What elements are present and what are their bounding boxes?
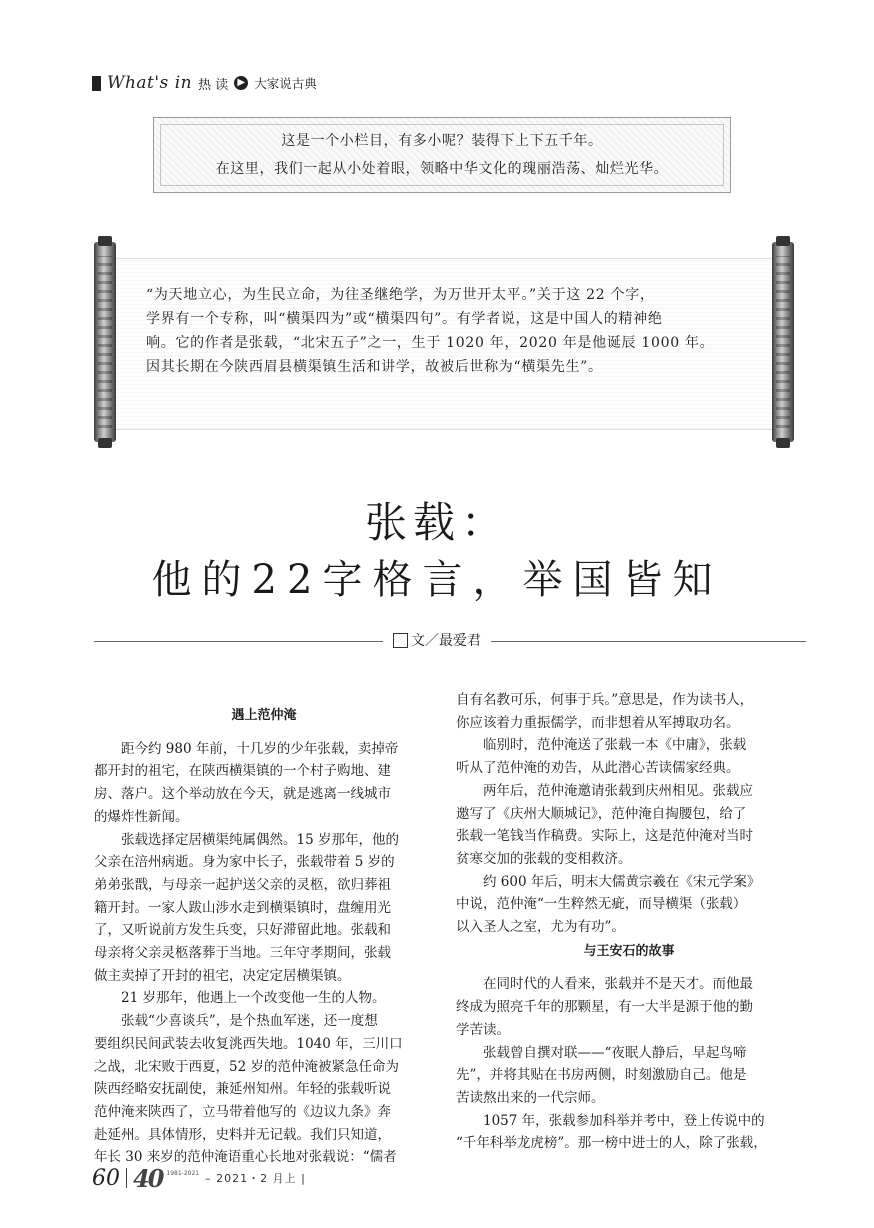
issue-date: – 2021・2 月上 | <box>205 1172 306 1185</box>
page-footer <box>92 1163 306 1193</box>
body-text-line: 听从了范仲淹的劝告，从此潜心苦读儒家经典。 <box>456 760 740 777</box>
body-text-line: 学苦读。 <box>456 1021 510 1038</box>
body-text-line: 范仲淹来陕西了，立马带着他写的《边议九条》奔 <box>94 1103 391 1120</box>
body-text-line: 贫寒交加的张载的变相救济。 <box>456 850 632 867</box>
body-text-line: 临别时，范仲淹送了张载一本《中庸》，张载 <box>456 737 747 754</box>
body-text-line: 做主卖掉了开封的祖宅，决定定居横渠镇。 <box>94 967 351 984</box>
body-text-line: 在同时代的人看来，张载并不是天才。而他最 <box>456 976 753 993</box>
intro-line-2: 在这里，我们一起从小处着眼，领略中华文化的瑰丽浩荡、灿烂光华。 <box>215 161 669 177</box>
body-text-line: 张载“少喜谈兵”，是个热血军迷，还一度想 <box>94 1013 378 1030</box>
body-text-line: 父亲在涪州病逝。身为家中长子，张载带着 5 岁的 <box>94 854 395 871</box>
anniversary-logo: 40 <box>133 1163 163 1193</box>
header-square-icon <box>92 76 101 91</box>
scroll-roller-right <box>772 242 794 442</box>
body-text-line: “千年科举龙虎榜”。那一榜中进士的人，除了张载， <box>456 1135 767 1152</box>
article-title-line-2: 他的22字格言，举国皆知 <box>151 557 723 603</box>
body-text-line: 的爆炸性新闻。 <box>94 808 189 825</box>
scroll-knob-right-top <box>776 236 790 246</box>
scroll-roller-left <box>94 242 116 442</box>
header-section: 热 读 <box>198 77 229 93</box>
footer-divider <box>126 1168 127 1188</box>
body-text-line: 了，又听说前方发生兵变，只好滞留此地。张载和 <box>94 922 391 939</box>
scroll-knob-right-bottom <box>776 438 790 448</box>
body-text-line: 约 600 年后，明末大儒黄宗羲在《宋元学案》 <box>456 873 761 890</box>
body-text-line: 你应该着力重振儒学，而非想着从军搏取功名。 <box>456 714 740 731</box>
arrow-right-icon: ▶ <box>234 76 248 90</box>
body-text-line: 苦读熬出来的一代宗师。 <box>456 1089 605 1106</box>
section-heading: 与王安石的故事 <box>583 943 675 959</box>
section-heading: 遇上范仲淹 <box>231 708 297 723</box>
body-text-line: 自有名教可乐，何事于兵。”意思是，作为读书人， <box>456 692 754 708</box>
scroll-line: “为天地立心，为生民立命，为往圣继绝学，为万世开太平。”关于这 22 个字， <box>146 287 655 303</box>
byline-author: 文／最爱君 <box>411 633 481 649</box>
body-text-line: 张载选择定居横渠纯属偶然。15 岁那年，他的 <box>94 831 399 848</box>
body-text-line: 1057 年，张载参加科举并考中，登上传说中的 <box>456 1112 765 1129</box>
body-text-line: 陕西经略安抚副使，兼延州知州。年轻的张载听说 <box>94 1081 391 1098</box>
intro-line-1: 这是一个小栏目，有多小呢？装得下上下五千年。 <box>281 133 603 149</box>
body-text-line: 张载一笔钱当作稿费。实际上，这是范仲淹对当时 <box>456 828 753 845</box>
header-brand: What's in <box>107 73 193 93</box>
body-text-line: 赴延州。具体情形，史料并无记载。我们只知道， <box>94 1126 391 1143</box>
running-header <box>92 72 317 94</box>
left-column <box>94 703 434 1169</box>
body-text-line: 年长 30 来岁的范仲淹语重心长地对张载说：“儒者 <box>94 1149 397 1166</box>
body-text-line: 之战，北宋败于西夏，52 岁的范仲淹被紧急任命为 <box>94 1058 399 1075</box>
right-column <box>456 689 802 1155</box>
body-text-line: 中说，范仲淹“一生粹然无疵，而导横渠（张载） <box>456 896 747 913</box>
body-text-line: 以入圣人之室，尤为有功”。 <box>456 919 625 936</box>
scroll-knob-left-top <box>98 236 112 246</box>
body-text-line: 距今约 980 年前，十几岁的少年张载，卖掉帝 <box>94 740 399 757</box>
body-text-line: 要组织民间武装去收复洮西失地。1040 年，三川口 <box>94 1035 403 1052</box>
article-title-line-1: 张载： <box>364 498 509 547</box>
byline <box>0 630 874 650</box>
column-intro-box <box>153 117 731 193</box>
body-text-line: 籍开封。一家人跋山涉水走到横渠镇时，盘缠用光 <box>94 899 391 916</box>
body-text-line: 终成为照亮千年的那颗星，有一大半是源于他的勤 <box>456 999 753 1016</box>
header-subsection: 大家说古典 <box>254 76 317 91</box>
byline-square-icon <box>393 633 408 648</box>
body-text-line: 弟弟张戬，与母亲一起护送父亲的灵柩，欲归葬祖 <box>94 876 391 893</box>
scroll-line: 学界有一个专称，叫“横渠四为”或“横渠四句”。有学者说，这是中国人的精神绝 <box>146 311 663 327</box>
scroll-line: 因其长期在今陕西眉县横渠镇生活和讲学，故被后世称为“横渠先生”。 <box>146 359 603 375</box>
scroll-intro-text <box>146 283 752 379</box>
body-text-line: 张载曾自撰对联——“夜眠人静后，早起鸟啼 <box>456 1044 747 1061</box>
scroll-line: 响。它的作者是张载，“北宋五子”之一，生于 1020 年，2020 年是他诞辰 1000 年。 <box>146 335 715 351</box>
body-text-line: 邀写了《庆州大顺城记》，范仲淹自掏腰包，给了 <box>456 805 747 822</box>
body-text-line: 两年后，范仲淹邀请张载到庆州相见。张载应 <box>456 782 753 799</box>
anniversary-years: 1981-2021 <box>166 1169 200 1177</box>
body-text-line: 21 岁那年，他遇上一个改变他一生的人物。 <box>94 990 386 1007</box>
scroll-knob-left-bottom <box>98 438 112 448</box>
body-text-line: 都开封的祖宅，在陕西横渠镇的一个村子购地、建 <box>94 763 391 780</box>
body-text-line: 房、落户。这个举动放在今天，就是逃离一线城市 <box>94 786 391 803</box>
body-text-line: 母亲将父亲灵柩落葬于当地。三年守孝期间，张载 <box>94 945 391 962</box>
body-text-line: 先”，并将其贴在书房两侧，时刻激励自己。他是 <box>456 1067 747 1084</box>
page-number: 60 <box>92 1165 120 1191</box>
